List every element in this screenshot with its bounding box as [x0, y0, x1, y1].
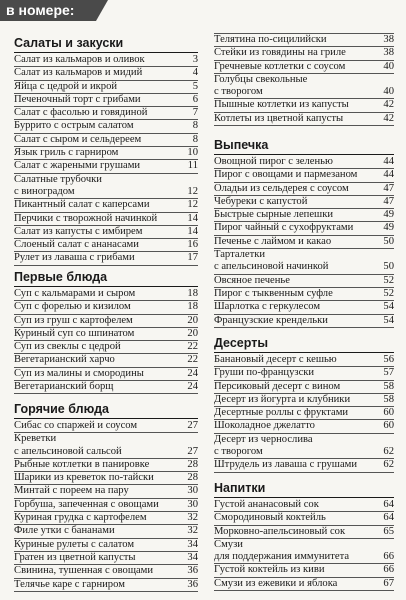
page-number: 36 — [187, 565, 198, 577]
page-number: 36 — [187, 578, 198, 590]
recipe-name: Пирог с тыквенным суфле — [214, 287, 333, 299]
issue-contents-tab: в номере: — [0, 0, 96, 21]
contents-entry — [214, 512, 394, 525]
page-number: 66 — [383, 551, 394, 563]
recipe-name: Морковно-апельсиновый сок — [214, 525, 346, 537]
contents-entry — [214, 196, 394, 209]
contents-entry — [214, 499, 394, 512]
recipe-name: Густой коктейль из киви — [214, 564, 325, 576]
contents-entry — [14, 54, 198, 67]
contents-entry — [14, 459, 198, 472]
page-number: 32 — [187, 525, 198, 537]
recipe-name: Смузи для поддержания иммунитета — [214, 538, 350, 563]
page-number: 62 — [383, 459, 394, 471]
page-number: 18 — [187, 301, 198, 313]
page-number: 32 — [187, 512, 198, 524]
recipe-name: Куриные рулеты с салатом — [14, 538, 135, 550]
page-number: 11 — [187, 160, 198, 172]
page-number: 38 — [383, 34, 394, 45]
recipe-name: Котлеты из цветной капусты — [214, 112, 344, 124]
section-heading: Напитки — [214, 481, 266, 495]
page-number: 22 — [187, 354, 198, 366]
contents-entry — [14, 328, 198, 341]
recipe-name: Суп с кальмарами и сыром — [14, 288, 136, 299]
recipe-name: Рулет из лаваша с грибами — [14, 252, 135, 264]
recipe-name: Французские крендельки — [214, 314, 328, 326]
page-number: 17 — [187, 252, 198, 264]
page-number: 27 — [187, 420, 198, 431]
contents-entry — [214, 236, 394, 249]
contents-entry — [14, 134, 198, 147]
contents-entry — [14, 288, 198, 301]
page-number: 47 — [383, 182, 394, 194]
contents-entry — [14, 354, 198, 367]
page-number: 49 — [383, 209, 394, 221]
recipe-name: Горбуша, запеченная с овощами — [14, 498, 159, 510]
page-number: 60 — [383, 407, 394, 419]
contents-entry — [214, 407, 394, 420]
contents-entry — [14, 160, 198, 173]
contents-entry — [14, 94, 198, 107]
recipe-name: Печенье с лаймом и какао — [214, 235, 332, 247]
section-main-dishes — [14, 402, 198, 592]
contents-entry — [14, 472, 198, 485]
contents-entry — [14, 539, 198, 552]
page-number: 52 — [383, 287, 394, 299]
contents-entry — [214, 249, 394, 275]
recipe-name: Вегетарианский харчо — [14, 354, 115, 366]
contents-entry — [14, 368, 198, 381]
page-number: 40 — [383, 60, 394, 72]
contents-entry — [214, 394, 394, 407]
recipe-name: Смузи из ежевики и яблока — [214, 577, 338, 589]
contents-entry — [214, 459, 394, 472]
contents-entry — [214, 169, 394, 182]
page-number: 67 — [383, 577, 394, 589]
contents-entry — [14, 552, 198, 565]
page-number: 18 — [187, 288, 198, 299]
contents-entry — [14, 512, 198, 525]
page-number: 12 — [187, 199, 198, 211]
page-number: 40 — [383, 86, 394, 98]
page-number: 28 — [187, 472, 198, 484]
contents-entry — [14, 67, 198, 80]
contents-entry — [214, 381, 394, 394]
recipe-name: Голубцы свекольные с творогом — [214, 73, 308, 98]
page-number: 14 — [187, 212, 198, 224]
contents-entry — [14, 579, 198, 592]
recipe-name: Пышные котлетки из капусты — [214, 99, 349, 111]
contents-entry — [14, 315, 198, 328]
page-number: 38 — [383, 47, 394, 59]
recipe-name: Шарики из креветок по-тайски — [14, 472, 154, 484]
recipe-name: Банановый десерт с кешью — [214, 354, 337, 365]
recipe-name: Суп из малины и смородины — [14, 367, 144, 379]
recipe-name: Яйца с цедрой и икрой — [14, 80, 118, 92]
section-baking — [214, 138, 394, 328]
page-number: 64 — [383, 499, 394, 510]
recipe-name: Язык гриль с гарниром — [14, 147, 119, 159]
recipe-name: Филе утки с бананами — [14, 525, 115, 537]
recipe-name: Десертные роллы с фруктами — [214, 407, 349, 419]
recipe-name: Куриный суп со шпинатом — [14, 327, 135, 339]
page-number: 28 — [187, 458, 198, 470]
contents-entry — [14, 381, 198, 394]
recipe-name: Чебуреки с капустой — [214, 195, 308, 207]
page-number: 50 — [383, 235, 394, 247]
recipe-name: Креветки с апельсиновой сальсой — [14, 433, 122, 457]
recipe-name: Салат из кальмаров и оливок — [14, 54, 145, 65]
recipe-name: Десерт из чернослива с творогом — [214, 433, 313, 458]
page-number: 20 — [187, 314, 198, 326]
recipe-name: Пирог с овощами и пармезаном — [214, 169, 358, 181]
page-number: 6 — [192, 93, 198, 105]
page-number: 22 — [187, 341, 198, 353]
page-number: 20 — [187, 327, 198, 339]
recipe-name: Пирог чайный с сухофруктами — [214, 222, 354, 234]
contents-entry — [214, 354, 394, 367]
section-soups — [14, 270, 198, 394]
contents-entry — [14, 420, 198, 433]
recipe-name: Шарлотка с геркулесом — [214, 301, 321, 313]
recipe-name: Груши по-французски — [214, 367, 315, 379]
contents-entry — [14, 525, 198, 538]
contents-entry — [14, 239, 198, 252]
recipe-name: Перчики с творожной начинкой — [14, 212, 158, 224]
contents-entry — [214, 156, 394, 169]
recipe-name: Салат с сыром и сельдереем — [14, 133, 142, 145]
recipe-name: Штрудель из лаваша с грушами — [214, 459, 358, 471]
page-number: 58 — [383, 393, 394, 405]
recipe-name: Рыбные котлетки в панировке — [14, 458, 150, 470]
section-heading: Десерты — [214, 336, 269, 350]
page-number: 47 — [383, 195, 394, 207]
recipe-name: Салат из капусты с имбирем — [14, 225, 143, 237]
page-number: 3 — [192, 54, 198, 65]
page-number: 65 — [383, 525, 394, 537]
page-number: 8 — [192, 120, 198, 132]
page-number: 14 — [187, 225, 198, 237]
contents-entry — [214, 526, 394, 539]
contents-entry — [214, 183, 394, 196]
contents-entry — [214, 420, 394, 433]
page-number: 42 — [383, 99, 394, 111]
page-number: 4 — [192, 67, 198, 79]
page-number: 16 — [187, 239, 198, 251]
page-number: 24 — [187, 367, 198, 379]
recipe-name: Суп из свеклы с цедрой — [14, 341, 121, 353]
section-main-dishes-continued — [214, 32, 394, 126]
recipe-name: Густой ананасовый сок — [214, 499, 319, 510]
contents-entry — [214, 275, 394, 288]
contents-entry — [14, 107, 198, 120]
recipe-name: Сибас со спаржей и соусом — [14, 420, 138, 431]
contents-entry — [14, 433, 198, 459]
contents-entry — [214, 99, 394, 112]
page-number: 50 — [383, 261, 394, 273]
section-drinks — [214, 481, 394, 591]
page-number: 52 — [383, 274, 394, 286]
page-number: 30 — [187, 498, 198, 510]
contents-entry — [14, 301, 198, 314]
contents-entry — [214, 113, 394, 126]
contents-entry — [14, 226, 198, 239]
page-number: 7 — [192, 107, 198, 119]
recipe-name: Пикантный салат с каперсами — [14, 199, 150, 211]
page-number: 64 — [383, 512, 394, 524]
contents-entry — [214, 288, 394, 301]
contents-entry — [14, 252, 198, 265]
contents-entry — [14, 341, 198, 354]
contents-entry — [14, 147, 198, 160]
contents-entry — [214, 33, 394, 47]
page-number: 62 — [383, 446, 394, 458]
recipe-name: Суп из груш с картофелем — [14, 314, 133, 326]
recipe-name: Салат с фасолью и говядиной — [14, 107, 148, 119]
recipe-name: Буррито с острым салатом — [14, 120, 134, 132]
contents-entry — [214, 47, 394, 60]
page-number: 34 — [187, 551, 198, 563]
recipe-name: Овощной пирог с зеленью — [214, 156, 333, 167]
page-number: 54 — [383, 301, 394, 313]
recipe-name: Салат из кальмаров и мидий — [14, 67, 143, 79]
section-desserts — [214, 336, 394, 473]
contents-entry — [214, 315, 394, 328]
contents-entry — [214, 209, 394, 222]
recipe-name: Свинина, тушенная с овощами — [14, 565, 154, 577]
recipe-name: Телячье каре с гарниром — [14, 578, 125, 590]
recipe-name: Гратен из цветной капусты — [14, 551, 136, 563]
recipe-name: Смородиновый коктейль — [214, 512, 326, 524]
contents-entry — [14, 174, 198, 200]
contents-entry — [214, 564, 394, 577]
page-number: 58 — [383, 380, 394, 392]
section-heading: Первые блюда — [14, 270, 108, 284]
contents-entry — [214, 61, 394, 74]
page-number: 56 — [383, 354, 394, 365]
page-number: 44 — [383, 156, 394, 167]
page-number: 44 — [383, 169, 394, 181]
recipe-name: Салатные трубочки с виноградом — [14, 173, 102, 197]
recipe-name: Телятина по-сицилийски — [214, 34, 327, 45]
contents-entry — [214, 367, 394, 380]
page-number: 10 — [187, 147, 198, 159]
page-number: 42 — [383, 112, 394, 124]
page-number: 27 — [187, 445, 198, 457]
section-heading: Горячие блюда — [14, 402, 109, 416]
recipe-name: Салат с жареными грушами — [14, 160, 141, 172]
contents-entry — [14, 120, 198, 133]
contents-entry — [14, 199, 198, 212]
page-number: 5 — [192, 80, 198, 92]
contents-entry — [214, 539, 394, 565]
contents-entry — [214, 301, 394, 314]
contents-entry — [14, 499, 198, 512]
contents-entry — [214, 74, 394, 100]
contents-entry — [14, 485, 198, 498]
contents-entry — [14, 81, 198, 94]
recipe-name: Стейки из говядины на гриле — [214, 47, 346, 59]
page-number: 60 — [383, 420, 394, 432]
contents-entry — [214, 222, 394, 235]
recipe-name: Быстрые сырные лепешки — [214, 209, 334, 221]
contents-entry — [214, 434, 394, 460]
recipe-name: Тарталетки с апельсиновой начинкой — [214, 249, 329, 273]
page-number: 8 — [192, 133, 198, 145]
page-number: 57 — [383, 367, 394, 379]
page-number: 54 — [383, 314, 394, 326]
recipe-name: Суп с форелью и кизилом — [14, 301, 131, 313]
page-number: 66 — [383, 564, 394, 576]
recipe-name: Куриная грудка с картофелем — [14, 512, 147, 524]
recipe-name: Оладьи из сельдерея с соусом — [214, 182, 349, 194]
page-number: 30 — [187, 485, 198, 497]
page-number: 49 — [383, 222, 394, 234]
recipe-name: Овсяное печенье — [214, 274, 290, 286]
recipe-name: Гречневые котлетки с соусом — [214, 60, 346, 72]
page-number: 24 — [187, 381, 198, 393]
recipe-name: Печеночный торт с грибами — [14, 93, 141, 105]
section-heading: Выпечка — [214, 138, 269, 152]
section-heading: Салаты и закуски — [14, 36, 124, 50]
recipe-name: Десерт из йогурта и клубники — [214, 393, 351, 405]
contents-entry — [14, 565, 198, 578]
recipe-name: Минтай с пореем на пару — [14, 485, 129, 497]
section-salads — [14, 36, 198, 266]
contents-entry — [214, 578, 394, 591]
recipe-name: Вегетарианский борщ — [14, 381, 114, 393]
page-number: 12 — [187, 185, 198, 197]
recipe-name: Шоколадное джелатто — [214, 420, 315, 432]
recipe-name: Персиковый десерт с вином — [214, 380, 341, 392]
recipe-name: Слоеный салат с ананасами — [14, 239, 139, 251]
page-number: 34 — [187, 538, 198, 550]
contents-entry — [14, 213, 198, 226]
